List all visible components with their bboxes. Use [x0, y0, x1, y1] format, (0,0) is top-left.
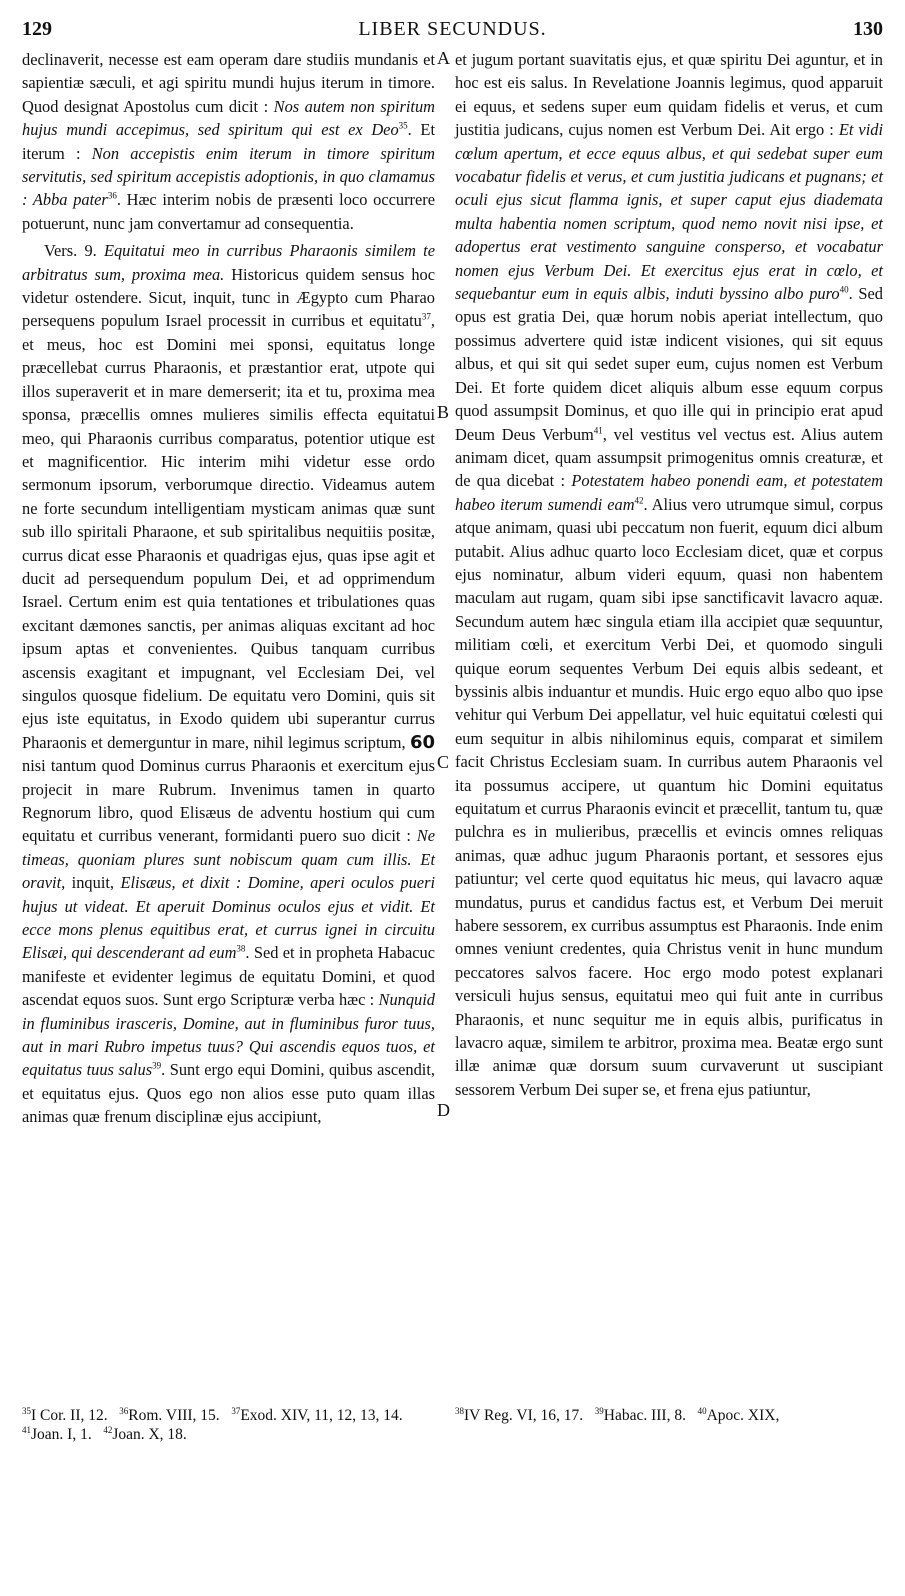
- footnote-text: Habac. III, 8.: [603, 1407, 686, 1424]
- verse-quote: Equitatui meo in curribus Pharaonis similem te arbitratus sum, proxima mea.: [22, 241, 436, 284]
- right-paragraph-1: [455, 48, 883, 1101]
- footnote-number: 42: [103, 1424, 113, 1435]
- text-run: . Hæc interim nobis de præsenti loco occurrere potuerunt, nunc jam convertamur ad consequentia.: [22, 190, 435, 233]
- left-column: [22, 48, 435, 1129]
- section-marker-d: D: [437, 1100, 450, 1120]
- footnote-ref: 38: [236, 943, 246, 954]
- text-run: , vel vestitus vel vectus est. Alius autem animam dicet, quam assumpsit primogenitus omnis creaturæ, et de qua dicebat :: [455, 424, 883, 491]
- footnote-number: 36: [119, 1405, 129, 1416]
- running-title: LIBER SECUNDUS.: [358, 18, 547, 40]
- footnote-text: I Cor. II, 12.: [31, 1407, 108, 1424]
- footnote-ref: 39: [152, 1061, 162, 1071]
- footnote-number: 38: [455, 1405, 464, 1416]
- right-column: [455, 48, 883, 1101]
- footnote-ref: 35: [398, 120, 408, 131]
- text-run: nisi tantum quod Dominus currus Pharaonis et exercitum ejus projecit in mare Rubrum. Invenimus tamen in quarto Regnorum libro, quod Elisæus de adventu hostium qui cum equitatu et curribus venerant, formidanti puero suo dicit :: [22, 756, 435, 846]
- footnote-text: Joan. I, 1.: [31, 1426, 92, 1443]
- section-marker-c: C: [437, 752, 450, 772]
- footnote-number: 39: [594, 1405, 604, 1416]
- scripture-quote: Nunquid in fluminibus irasceris, Domine, aut in fluminibus furor tuus, aut in mari Rubro impetus tuus? Qui ascendis equos tuos, et equitatus tuus salus: [22, 990, 435, 1080]
- footnote-ref: 36: [107, 190, 117, 201]
- scripture-quote: Elisæus, et dixit : Domine, aperi oculos pueri hujus ut videat. Et aperuit Dominus oculos ejus et vidit. Et ecce mons plenus equitibus erat, et currus ignei in circuitu Elisæi, qui descenderant ad eum: [22, 873, 435, 963]
- page-number-right: 130: [853, 18, 883, 40]
- footnotes-left: [22, 1406, 442, 1444]
- section-marker-a: A: [437, 48, 450, 68]
- footnotes-right: [455, 1406, 883, 1425]
- footnote-text: Apoc. XIX,: [706, 1407, 780, 1424]
- footnote-number: 40: [697, 1405, 707, 1416]
- section-marker-b: B: [437, 402, 450, 422]
- footnote-ref: 41: [593, 425, 603, 436]
- left-paragraph-1: [22, 48, 435, 235]
- page-number-left: 129: [22, 18, 52, 40]
- footnote-ref: 37: [421, 312, 431, 322]
- text-run: declinaverit, necesse est eam operam dare studiis mundanis et sapientiæ sæculi, et agi spiritu mundi hujus iterum in timore. Quod designat Apostolus cum dicit :: [22, 50, 435, 116]
- text-run: . Sed opus est gratia Dei, quæ horum nobis aperiat intellectum, quo possimus advertere quid istæ indicent visiones, qui sit equus albus, et qui sit qui sedet super eum, cujus nomen est Verbum Dei. Et forte quidem dicet aliquis album esse equum corpus quod assumpsit Dominus, et quo ille qui in principio erat apud Deum Deus Verbum: [455, 284, 883, 444]
- verse-label: Vers. 9.: [44, 241, 104, 261]
- text-run: . Alius vero utrumque simul, corpus atque animam, quasi ubi peccatum non fuerit, equum dici album putabit. Alius adhuc quarto loco Ecclesiam dicet, quæ et corpus ejus nominatur, album videri equum, quasi non habentem maculam aut rugam, quam sibi ipse sanctificavit lavacro aquæ. Secundum autem hæc singula etiam illa accipiet quæ sequuntur, militiam cœli, et exercitum Verbi Dei, et quomodo singuli quique eorum sequentes Verbum Dei equis albis sedeant, et byssinis albis induantur et mundis. Huic ergo equo albo quo ipse vehitur qui Verbum Dei appellatur, vel huic equitatui cœlesti qui eum sequitur in albis nihilominus equis, comparat et similem facit Christus Ecclesiam suam. In curribus autem Pharaonis vel ita possumus accipere, ut quantum hic Domini equitatus equitatum et currus Pharaonis evincit et præcellit, tantum tu, quæ pulchra es in mulieribus, præcellis et evincis omnes reliquas animas, quæ adhuc jugum Pharaonis portant, et sessores ejus patiuntur; vel certe quod equitatus hic meus, qui lavacro aquæ mundatus, purus et candidus factus est, et Verbum Dei meruit habere sessorem, ex curribus assumptus est Pharaonis. Inde enim omnes veniunt credentes, quia Christus venit in hunc mundum peccatores salvos facere. Hoc ergo modo potest explanari versiculi hujus sensus, equitatui meo qui fuit ante in curribus Pharaonis, et nunc sequitur me in equis albis, purificatus in lavacro aquæ, similem te arbitror, proxima mea. Beatæ ergo sunt illæ animæ quæ dorsum suum curvaverunt ut suscipiant sessorem Verbum Dei super se, et frena ejus patiuntur,: [455, 494, 883, 1099]
- scripture-quote: Nos autem non spiritum hujus mundi accepimus, sed spiritum qui est ex Deo: [22, 96, 435, 140]
- footnote-number: 35: [22, 1405, 31, 1416]
- footnote-ref: 40: [839, 284, 849, 295]
- scripture-quote: Et vidi cœlum apertum, et ecce equus albus, et qui sedebat super eum vocabatur fidelis et verus, et cum justitia judicans et pugnans; et oculi ejus sicut flamma ignis, et super caput ejus diademata multa habentia nomen scriptum, quod nemo novit nisi ipse, et adopertus erat vestimento sanguine conspersо, et vocabatur nomen ejus Verbum Dei. Et exercitus ejus erat in cœlo, et sequebantur eum in equis albis, induti byssino albo puro: [455, 120, 884, 304]
- scripture-quote: Potestatem habeo ponendi eam, et potestatem habeo iterum sumendi eam: [455, 471, 883, 514]
- column-number-marker: 60: [409, 731, 435, 753]
- footnote-text: Rom. VIII, 15.: [128, 1407, 220, 1424]
- text-run: Historicus quidem sensus hoc videtur ostendere. Sicut, inquit, tunc in Ægypto cum Pharao persequens populum Israel processit in curribus et equitatu: [22, 264, 436, 331]
- footnote-ref: 42: [634, 495, 644, 506]
- footnote-text: Joan. X, 18.: [112, 1426, 187, 1443]
- text-run: . Sed et in propheta Habacuc manifeste et evidenter legimus de equitatu Domini, et quod ascendat equos suos. Sunt ergo Scripturæ verba hæc :: [22, 943, 435, 1010]
- scripture-quote: Non accepistis enim iterum in timore spiritum servitutis, sed spiritum accepistis adoptionis, in quo clamamus : Abba pater: [22, 143, 435, 210]
- scripture-quote: Ne timeas, quoniam plures sunt nobiscum quam cum illis. Et oravit,: [22, 826, 435, 893]
- page-header: [22, 14, 883, 46]
- text-run: . Sunt ergo equi Domini, quibus ascendit, et equitatus ejus. Quos ego non alios esse puto quam illas animas quæ frenum disciplinæ ejus accipiunt,: [22, 1060, 435, 1127]
- left-paragraph-2: [22, 239, 435, 1128]
- text-run: , et meus, hoc est Domini mei sponsi, equitatus longe præcellebat currus Pharaonis, et præstantior erat, utpote qui illos superaverit et in mare demerserit; ita et tu, proxima mea sponsa, præcellis omnes mulieres similis effecta equitatui meo, qui Pharaonis curribus comparatus, potentior utique est et magnificentior. Hic interim mihi videtur esse ordo sermonum ipsorum, verborumque directio. Videamus autem ne forte secundum intelligentiam mysticam animas quæ sunt sub illo spiritali Pharaone, et sub spiritalibus nequitiis positæ, currus dicat esse Pharaonis et quadrigas ejus, quas ipse agit et ducit ad persequendum populum Dei, et ad opprimendum Israel. Certum enim est quia tentationes et tribulationes quas excitant dæmones sanctis, per animas aliquas excitant ad hoc ipsum aptas et convenientes. Quibus tanquam curribus ascensis exagitant et impugnant, vel Ecclesiam Dei, vel singulos quosque fidelium. De equitatu vero Domini, quis sit ejus iste equitatus, in Exodo quidem ubi superantur currus Pharaonis et demerguntur in mare, nihil legimus scriptum,: [22, 311, 435, 752]
- text-run: et jugum portant suavitatis ejus, et quæ spiritu Dei aguntur, et in hoc est eis salus. In Revelatione Joannis legimus, quod apparuit ei equus, et sedens super eum quidam fidelis et verus, et cum justitia judicans, cujus nomen est Verbum Dei. Ait ergo :: [455, 50, 883, 140]
- footnote-number: 41: [22, 1424, 31, 1435]
- footnote-text: Exod. XIV, 11, 12, 13, 14.: [240, 1407, 403, 1424]
- text-run: . Et iterum :: [22, 120, 435, 163]
- footnote-text: IV Reg. VI, 16, 17.: [464, 1407, 584, 1424]
- text-run: inquit,: [65, 873, 121, 893]
- footnote-number: 37: [231, 1405, 241, 1416]
